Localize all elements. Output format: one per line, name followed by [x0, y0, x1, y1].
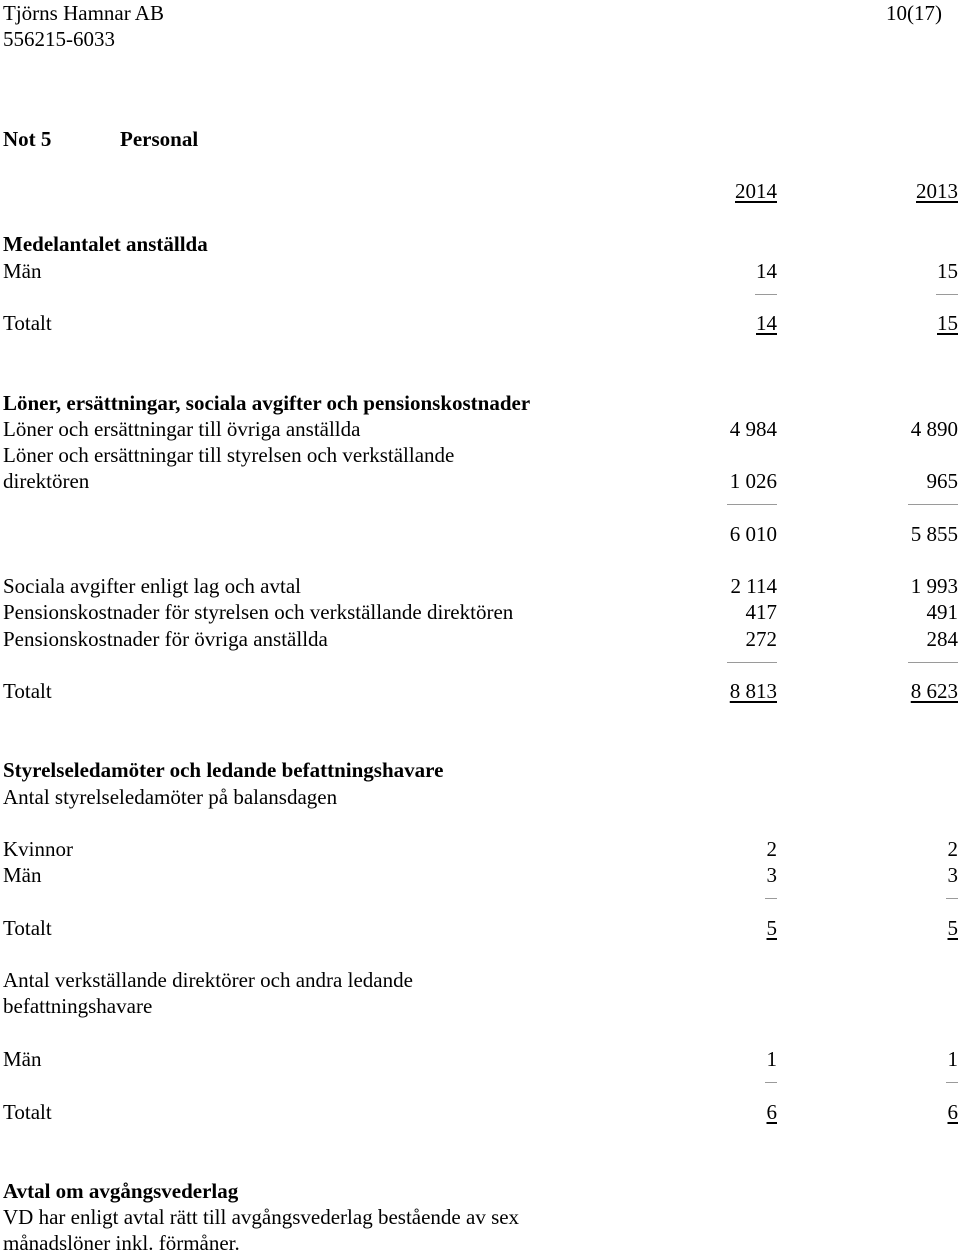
row-value-2014: 417	[745, 600, 777, 624]
year-2014-header: 2014	[735, 179, 777, 203]
row-label: Män	[3, 259, 42, 283]
sum-line	[765, 1082, 777, 1083]
row-value-2014: 2	[766, 837, 777, 861]
total-value-2014: 8 813	[729, 679, 777, 703]
row-label: Löner och ersättningar till övriga anställda	[3, 417, 361, 441]
total-value-2014: 6	[766, 1100, 777, 1124]
row-value-2013: 284	[926, 627, 958, 651]
row-value-2013: 3	[947, 863, 958, 887]
row-label: Män	[3, 1047, 42, 1071]
total-value-2014: 14	[756, 311, 777, 335]
total-value-2013: 6	[947, 1100, 958, 1124]
section-average-employees-heading: Medelantalet anställda	[3, 232, 208, 256]
total-label: Totalt	[3, 311, 52, 335]
row-value-2013: 491	[926, 600, 958, 624]
row-value-2013: 1	[947, 1047, 958, 1071]
row-value-2014: 2 114	[730, 574, 777, 598]
sum-line	[727, 504, 777, 505]
row-label: Pensionskostnader för övriga anställda	[3, 627, 328, 651]
company-name: Tjörns Hamnar AB	[3, 1, 164, 25]
org-number: 556215-6033	[3, 27, 115, 51]
severance-text: VD har enligt avtal rätt till avgångsvederlag bestående av sex	[3, 1205, 520, 1229]
total-value-2013: 15	[937, 311, 958, 335]
total-value-2014: 5	[766, 916, 777, 940]
subtotal-value-2014: 6 010	[729, 522, 777, 546]
row-label: Sociala avgifter enligt lag och avtal	[3, 574, 301, 598]
severance-text: månadslöner inkl. förmåner.	[3, 1231, 240, 1255]
sum-line	[908, 504, 958, 505]
row-label: Löner och ersättningar till styrelsen och verkställande	[3, 443, 455, 467]
subheading: befattningshavare	[3, 994, 153, 1018]
total-value-2013: 8 623	[910, 679, 958, 703]
page-number: 10(17)	[886, 1, 942, 25]
subheading: Antal styrelseledamöter på balansdagen	[3, 785, 338, 809]
row-label: Pensionskostnader för styrelsen och verkställande direktören	[3, 600, 514, 624]
sum-line	[765, 898, 777, 899]
sum-line	[755, 294, 777, 295]
subtotal-value-2013: 5 855	[910, 522, 958, 546]
row-value-2014: 272	[745, 627, 777, 651]
row-value-2013: 4 890	[910, 417, 958, 441]
row-value-2014: 14	[756, 259, 777, 283]
row-label: Män	[3, 863, 42, 887]
section-board-heading: Styrelseledamöter och ledande befattningshavare	[3, 758, 444, 782]
row-value-2014: 1 026	[729, 469, 777, 493]
row-value-2013: 2	[947, 837, 958, 861]
sum-line	[727, 662, 777, 663]
section-severance-heading: Avtal om avgångsvederlag	[3, 1179, 239, 1203]
section-salaries-heading: Löner, ersättningar, sociala avgifter och pensionskostnader	[3, 391, 531, 415]
note-number: Not 5	[3, 127, 52, 151]
note-title: Personal	[120, 127, 199, 151]
sum-line	[946, 898, 958, 899]
row-value-2013: 15	[937, 259, 958, 283]
sum-line	[946, 1082, 958, 1083]
sum-line	[936, 294, 958, 295]
row-value-2014: 3	[766, 863, 777, 887]
row-value-2014: 4 984	[729, 417, 777, 441]
subheading: Antal verkställande direktörer och andra ledande	[3, 968, 413, 992]
row-value-2014: 1	[766, 1047, 777, 1071]
row-value-2013: 1 993	[910, 574, 958, 598]
sum-line	[908, 662, 958, 663]
total-label: Totalt	[3, 1100, 52, 1124]
row-label: direktören	[3, 469, 90, 493]
total-label: Totalt	[3, 679, 52, 703]
total-label: Totalt	[3, 916, 52, 940]
row-label: Kvinnor	[3, 837, 73, 861]
year-2013-header: 2013	[916, 179, 958, 203]
total-value-2013: 5	[947, 916, 958, 940]
row-value-2013: 965	[926, 469, 958, 493]
